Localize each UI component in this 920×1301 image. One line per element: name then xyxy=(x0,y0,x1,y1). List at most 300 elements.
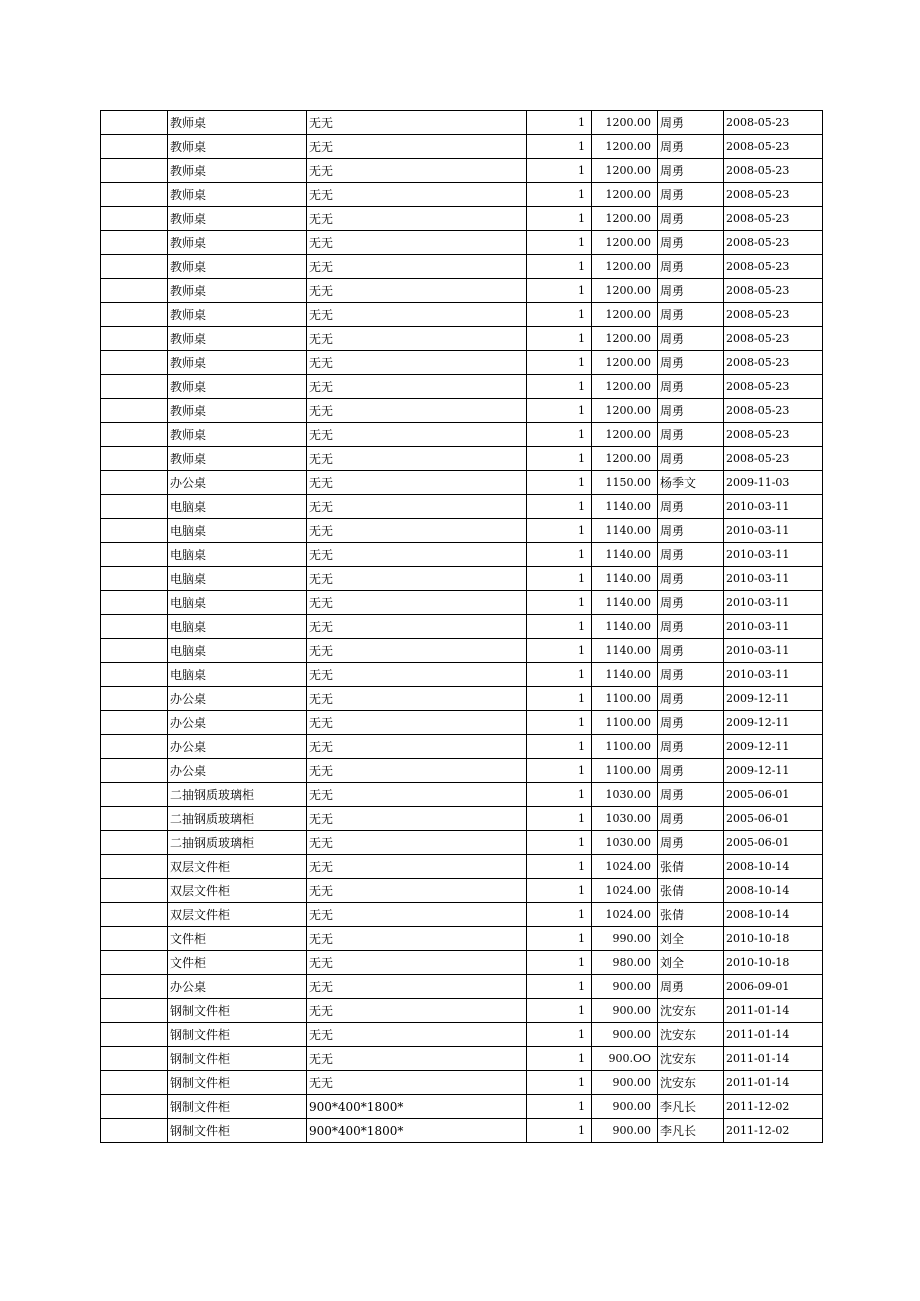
date-cell: 2010-03-11 xyxy=(724,639,823,663)
custodian-cell: 周勇 xyxy=(658,351,724,375)
table-row xyxy=(101,927,823,951)
custodian-cell: 张倩 xyxy=(658,903,724,927)
quantity-cell: 1 xyxy=(527,375,592,399)
table-row xyxy=(101,543,823,567)
quantity-cell: 1 xyxy=(527,783,592,807)
price-cell: 1024.00 xyxy=(592,879,658,903)
custodian-cell: 周勇 xyxy=(658,375,724,399)
custodian-cell: 周勇 xyxy=(658,831,724,855)
price-cell: 1200.00 xyxy=(592,183,658,207)
spec-cell: 无无 xyxy=(307,159,527,183)
date-cell: 2010-03-11 xyxy=(724,615,823,639)
quantity-cell: 1 xyxy=(527,423,592,447)
date-cell: 2011-01-14 xyxy=(724,1071,823,1095)
index-cell xyxy=(101,543,168,567)
index-cell xyxy=(101,447,168,471)
date-cell: 2010-03-11 xyxy=(724,591,823,615)
table-row xyxy=(101,783,823,807)
table-row xyxy=(101,519,823,543)
table-row xyxy=(101,615,823,639)
date-cell: 2005-06-01 xyxy=(724,831,823,855)
price-cell: 1200.00 xyxy=(592,255,658,279)
quantity-cell: 1 xyxy=(527,687,592,711)
table-row xyxy=(101,471,823,495)
price-cell: 1200.00 xyxy=(592,423,658,447)
table-row xyxy=(101,711,823,735)
index-cell xyxy=(101,207,168,231)
price-cell: 1200.00 xyxy=(592,279,658,303)
spec-cell: 无无 xyxy=(307,279,527,303)
quantity-cell: 1 xyxy=(527,1023,592,1047)
price-cell: 1100.00 xyxy=(592,759,658,783)
item-name-cell: 教师桌 xyxy=(168,135,307,159)
index-cell xyxy=(101,1023,168,1047)
date-cell: 2008-10-14 xyxy=(724,855,823,879)
index-cell xyxy=(101,231,168,255)
item-name-cell: 二抽钢质玻璃柜 xyxy=(168,807,307,831)
price-cell: 990.00 xyxy=(592,927,658,951)
spec-cell: 无无 xyxy=(307,1023,527,1047)
index-cell xyxy=(101,783,168,807)
index-cell xyxy=(101,1047,168,1071)
price-cell: 900.OO xyxy=(592,1047,658,1071)
table-row xyxy=(101,639,823,663)
index-cell xyxy=(101,999,168,1023)
custodian-cell: 周勇 xyxy=(658,591,724,615)
price-cell: 1140.00 xyxy=(592,615,658,639)
item-name-cell: 办公桌 xyxy=(168,711,307,735)
table-row xyxy=(101,231,823,255)
index-cell xyxy=(101,903,168,927)
date-cell: 2010-10-18 xyxy=(724,951,823,975)
quantity-cell: 1 xyxy=(527,807,592,831)
quantity-cell: 1 xyxy=(527,231,592,255)
custodian-cell: 周勇 xyxy=(658,231,724,255)
item-name-cell: 电脑桌 xyxy=(168,567,307,591)
custodian-cell: 周勇 xyxy=(658,423,724,447)
item-name-cell: 文件柜 xyxy=(168,951,307,975)
quantity-cell: 1 xyxy=(527,927,592,951)
custodian-cell: 周勇 xyxy=(658,567,724,591)
date-cell: 2009-12-11 xyxy=(724,735,823,759)
price-cell: 1200.00 xyxy=(592,135,658,159)
price-cell: 1140.00 xyxy=(592,567,658,591)
custodian-cell: 周勇 xyxy=(658,279,724,303)
date-cell: 2008-05-23 xyxy=(724,207,823,231)
index-cell xyxy=(101,807,168,831)
quantity-cell: 1 xyxy=(527,351,592,375)
table-row xyxy=(101,327,823,351)
custodian-cell: 周勇 xyxy=(658,111,724,135)
spec-cell: 无无 xyxy=(307,519,527,543)
price-cell: 1140.00 xyxy=(592,639,658,663)
price-cell: 1030.00 xyxy=(592,783,658,807)
custodian-cell: 李凡长 xyxy=(658,1095,724,1119)
table-row xyxy=(101,279,823,303)
quantity-cell: 1 xyxy=(527,711,592,735)
table-row xyxy=(101,495,823,519)
index-cell xyxy=(101,927,168,951)
date-cell: 2010-03-11 xyxy=(724,519,823,543)
index-cell xyxy=(101,879,168,903)
price-cell: 900.00 xyxy=(592,1095,658,1119)
index-cell xyxy=(101,471,168,495)
custodian-cell: 周勇 xyxy=(658,159,724,183)
date-cell: 2005-06-01 xyxy=(724,807,823,831)
index-cell xyxy=(101,975,168,999)
spec-cell: 无无 xyxy=(307,759,527,783)
date-cell: 2009-11-03 xyxy=(724,471,823,495)
quantity-cell: 1 xyxy=(527,879,592,903)
custodian-cell: 周勇 xyxy=(658,327,724,351)
quantity-cell: 1 xyxy=(527,447,592,471)
item-name-cell: 办公桌 xyxy=(168,975,307,999)
date-cell: 2006-09-01 xyxy=(724,975,823,999)
date-cell: 2008-05-23 xyxy=(724,327,823,351)
spec-cell: 无无 xyxy=(307,351,527,375)
quantity-cell: 1 xyxy=(527,831,592,855)
table-row xyxy=(101,591,823,615)
custodian-cell: 周勇 xyxy=(658,759,724,783)
item-name-cell: 钢制文件柜 xyxy=(168,1095,307,1119)
custodian-cell: 周勇 xyxy=(658,975,724,999)
spec-cell: 无无 xyxy=(307,303,527,327)
item-name-cell: 双层文件柜 xyxy=(168,903,307,927)
index-cell xyxy=(101,639,168,663)
index-cell xyxy=(101,327,168,351)
quantity-cell: 1 xyxy=(527,111,592,135)
custodian-cell: 周勇 xyxy=(658,399,724,423)
index-cell xyxy=(101,135,168,159)
spec-cell: 无无 xyxy=(307,663,527,687)
item-name-cell: 双层文件柜 xyxy=(168,855,307,879)
price-cell: 1200.00 xyxy=(592,159,658,183)
item-name-cell: 教师桌 xyxy=(168,327,307,351)
spec-cell: 无无 xyxy=(307,471,527,495)
quantity-cell: 1 xyxy=(527,663,592,687)
price-cell: 980.00 xyxy=(592,951,658,975)
custodian-cell: 周勇 xyxy=(658,183,724,207)
date-cell: 2010-10-18 xyxy=(724,927,823,951)
quantity-cell: 1 xyxy=(527,1119,592,1143)
table-row xyxy=(101,375,823,399)
custodian-cell: 周勇 xyxy=(658,735,724,759)
table-row xyxy=(101,111,823,135)
table-row xyxy=(101,855,823,879)
quantity-cell: 1 xyxy=(527,735,592,759)
quantity-cell: 1 xyxy=(527,159,592,183)
price-cell: 900.00 xyxy=(592,1119,658,1143)
date-cell: 2008-05-23 xyxy=(724,159,823,183)
spec-cell: 无无 xyxy=(307,183,527,207)
price-cell: 1200.00 xyxy=(592,231,658,255)
date-cell: 2008-05-23 xyxy=(724,375,823,399)
date-cell: 2009-12-11 xyxy=(724,711,823,735)
item-name-cell: 钢制文件柜 xyxy=(168,1119,307,1143)
price-cell: 1140.00 xyxy=(592,663,658,687)
table-row xyxy=(101,903,823,927)
index-cell xyxy=(101,351,168,375)
quantity-cell: 1 xyxy=(527,519,592,543)
spec-cell: 无无 xyxy=(307,927,527,951)
quantity-cell: 1 xyxy=(527,303,592,327)
item-name-cell: 教师桌 xyxy=(168,183,307,207)
date-cell: 2008-05-23 xyxy=(724,351,823,375)
date-cell: 2008-10-14 xyxy=(724,879,823,903)
index-cell xyxy=(101,279,168,303)
quantity-cell: 1 xyxy=(527,207,592,231)
date-cell: 2008-05-23 xyxy=(724,255,823,279)
price-cell: 1024.00 xyxy=(592,855,658,879)
spec-cell: 无无 xyxy=(307,423,527,447)
table-row xyxy=(101,807,823,831)
custodian-cell: 李凡长 xyxy=(658,1119,724,1143)
index-cell xyxy=(101,711,168,735)
index-cell xyxy=(101,1095,168,1119)
custodian-cell: 周勇 xyxy=(658,519,724,543)
item-name-cell: 办公桌 xyxy=(168,687,307,711)
index-cell xyxy=(101,159,168,183)
spec-cell: 无无 xyxy=(307,711,527,735)
index-cell xyxy=(101,1119,168,1143)
item-name-cell: 钢制文件柜 xyxy=(168,1071,307,1095)
date-cell: 2008-05-23 xyxy=(724,135,823,159)
item-name-cell: 电脑桌 xyxy=(168,615,307,639)
date-cell: 2005-06-01 xyxy=(724,783,823,807)
table-row xyxy=(101,687,823,711)
item-name-cell: 电脑桌 xyxy=(168,591,307,615)
item-name-cell: 教师桌 xyxy=(168,351,307,375)
index-cell xyxy=(101,183,168,207)
table-row xyxy=(101,135,823,159)
table-row xyxy=(101,255,823,279)
price-cell: 900.00 xyxy=(592,999,658,1023)
spec-cell: 无无 xyxy=(307,879,527,903)
item-name-cell: 电脑桌 xyxy=(168,495,307,519)
spec-cell: 无无 xyxy=(307,1071,527,1095)
date-cell: 2008-05-23 xyxy=(724,183,823,207)
price-cell: 1200.00 xyxy=(592,111,658,135)
index-cell xyxy=(101,735,168,759)
custodian-cell: 张倩 xyxy=(658,855,724,879)
date-cell: 2008-05-23 xyxy=(724,423,823,447)
spec-cell: 无无 xyxy=(307,831,527,855)
price-cell: 1150.00 xyxy=(592,471,658,495)
item-name-cell: 电脑桌 xyxy=(168,519,307,543)
item-name-cell: 钢制文件柜 xyxy=(168,1047,307,1071)
price-cell: 900.00 xyxy=(592,1071,658,1095)
index-cell xyxy=(101,375,168,399)
spec-cell: 无无 xyxy=(307,567,527,591)
date-cell: 2010-03-11 xyxy=(724,495,823,519)
custodian-cell: 周勇 xyxy=(658,135,724,159)
custodian-cell: 周勇 xyxy=(658,807,724,831)
item-name-cell: 办公桌 xyxy=(168,735,307,759)
index-cell xyxy=(101,759,168,783)
asset-table-body xyxy=(101,111,823,1143)
quantity-cell: 1 xyxy=(527,543,592,567)
date-cell: 2008-05-23 xyxy=(724,279,823,303)
spec-cell: 无无 xyxy=(307,951,527,975)
custodian-cell: 周勇 xyxy=(658,303,724,327)
index-cell xyxy=(101,951,168,975)
item-name-cell: 教师桌 xyxy=(168,303,307,327)
spec-cell: 无无 xyxy=(307,543,527,567)
index-cell xyxy=(101,303,168,327)
custodian-cell: 周勇 xyxy=(658,639,724,663)
table-row xyxy=(101,567,823,591)
table-row xyxy=(101,159,823,183)
quantity-cell: 1 xyxy=(527,615,592,639)
quantity-cell: 1 xyxy=(527,1047,592,1071)
spec-cell: 无无 xyxy=(307,447,527,471)
index-cell xyxy=(101,831,168,855)
custodian-cell: 周勇 xyxy=(658,207,724,231)
date-cell: 2010-03-11 xyxy=(724,543,823,567)
table-row xyxy=(101,1071,823,1095)
custodian-cell: 沈安东 xyxy=(658,999,724,1023)
price-cell: 1100.00 xyxy=(592,711,658,735)
item-name-cell: 教师桌 xyxy=(168,111,307,135)
table-row xyxy=(101,207,823,231)
index-cell xyxy=(101,255,168,279)
price-cell: 1200.00 xyxy=(592,399,658,423)
quantity-cell: 1 xyxy=(527,495,592,519)
date-cell: 2008-10-14 xyxy=(724,903,823,927)
date-cell: 2008-05-23 xyxy=(724,303,823,327)
item-name-cell: 电脑桌 xyxy=(168,663,307,687)
index-cell xyxy=(101,495,168,519)
index-cell xyxy=(101,111,168,135)
custodian-cell: 周勇 xyxy=(658,495,724,519)
spec-cell: 无无 xyxy=(307,615,527,639)
date-cell: 2008-05-23 xyxy=(724,447,823,471)
table-row xyxy=(101,183,823,207)
date-cell: 2011-01-14 xyxy=(724,1023,823,1047)
price-cell: 1140.00 xyxy=(592,495,658,519)
price-cell: 1200.00 xyxy=(592,303,658,327)
custodian-cell: 沈安东 xyxy=(658,1047,724,1071)
custodian-cell: 张倩 xyxy=(658,879,724,903)
price-cell: 1200.00 xyxy=(592,351,658,375)
price-cell: 1200.00 xyxy=(592,375,658,399)
index-cell xyxy=(101,399,168,423)
spec-cell: 无无 xyxy=(307,231,527,255)
price-cell: 1024.00 xyxy=(592,903,658,927)
table-row xyxy=(101,735,823,759)
index-cell xyxy=(101,855,168,879)
table-row xyxy=(101,303,823,327)
item-name-cell: 二抽钢质玻璃柜 xyxy=(168,831,307,855)
item-name-cell: 教师桌 xyxy=(168,255,307,279)
item-name-cell: 电脑桌 xyxy=(168,639,307,663)
quantity-cell: 1 xyxy=(527,399,592,423)
custodian-cell: 周勇 xyxy=(658,711,724,735)
spec-cell: 无无 xyxy=(307,975,527,999)
spec-cell: 无无 xyxy=(307,327,527,351)
table-row xyxy=(101,447,823,471)
index-cell xyxy=(101,663,168,687)
quantity-cell: 1 xyxy=(527,975,592,999)
price-cell: 900.00 xyxy=(592,1023,658,1047)
table-row xyxy=(101,831,823,855)
item-name-cell: 教师桌 xyxy=(168,399,307,423)
item-name-cell: 双层文件柜 xyxy=(168,879,307,903)
item-name-cell: 办公桌 xyxy=(168,471,307,495)
price-cell: 1140.00 xyxy=(592,543,658,567)
date-cell: 2009-12-11 xyxy=(724,687,823,711)
spec-cell: 无无 xyxy=(307,639,527,663)
custodian-cell: 沈安东 xyxy=(658,1071,724,1095)
price-cell: 1140.00 xyxy=(592,591,658,615)
spec-cell: 无无 xyxy=(307,375,527,399)
date-cell: 2008-05-23 xyxy=(724,231,823,255)
date-cell: 2011-12-02 xyxy=(724,1095,823,1119)
quantity-cell: 1 xyxy=(527,759,592,783)
date-cell: 2010-03-11 xyxy=(724,663,823,687)
asset-table xyxy=(100,110,823,1143)
table-row xyxy=(101,351,823,375)
table-row xyxy=(101,399,823,423)
spec-cell: 无无 xyxy=(307,687,527,711)
spec-cell: 无无 xyxy=(307,903,527,927)
item-name-cell: 钢制文件柜 xyxy=(168,999,307,1023)
quantity-cell: 1 xyxy=(527,1095,592,1119)
quantity-cell: 1 xyxy=(527,567,592,591)
index-cell xyxy=(101,615,168,639)
custodian-cell: 杨季文 xyxy=(658,471,724,495)
date-cell: 2011-01-14 xyxy=(724,1047,823,1071)
date-cell: 2008-05-23 xyxy=(724,399,823,423)
spec-cell: 无无 xyxy=(307,495,527,519)
table-row xyxy=(101,1095,823,1119)
table-row xyxy=(101,759,823,783)
spec-cell: 无无 xyxy=(307,135,527,159)
spec-cell: 900*400*1800* xyxy=(307,1119,527,1143)
table-row xyxy=(101,951,823,975)
item-name-cell: 办公桌 xyxy=(168,759,307,783)
spec-cell: 无无 xyxy=(307,399,527,423)
custodian-cell: 周勇 xyxy=(658,447,724,471)
quantity-cell: 1 xyxy=(527,591,592,615)
date-cell: 2009-12-11 xyxy=(724,759,823,783)
quantity-cell: 1 xyxy=(527,639,592,663)
item-name-cell: 电脑桌 xyxy=(168,543,307,567)
date-cell: 2010-03-11 xyxy=(724,567,823,591)
quantity-cell: 1 xyxy=(527,951,592,975)
price-cell: 1200.00 xyxy=(592,207,658,231)
table-row xyxy=(101,879,823,903)
price-cell: 1030.00 xyxy=(592,831,658,855)
custodian-cell: 周勇 xyxy=(658,615,724,639)
index-cell xyxy=(101,687,168,711)
custodian-cell: 刘全 xyxy=(658,951,724,975)
item-name-cell: 钢制文件柜 xyxy=(168,1023,307,1047)
quantity-cell: 1 xyxy=(527,903,592,927)
index-cell xyxy=(101,591,168,615)
custodian-cell: 周勇 xyxy=(658,543,724,567)
quantity-cell: 1 xyxy=(527,135,592,159)
spec-cell: 无无 xyxy=(307,999,527,1023)
table-row xyxy=(101,1023,823,1047)
index-cell xyxy=(101,423,168,447)
item-name-cell: 教师桌 xyxy=(168,279,307,303)
spec-cell: 无无 xyxy=(307,111,527,135)
item-name-cell: 二抽钢质玻璃柜 xyxy=(168,783,307,807)
index-cell xyxy=(101,519,168,543)
quantity-cell: 1 xyxy=(527,279,592,303)
quantity-cell: 1 xyxy=(527,855,592,879)
